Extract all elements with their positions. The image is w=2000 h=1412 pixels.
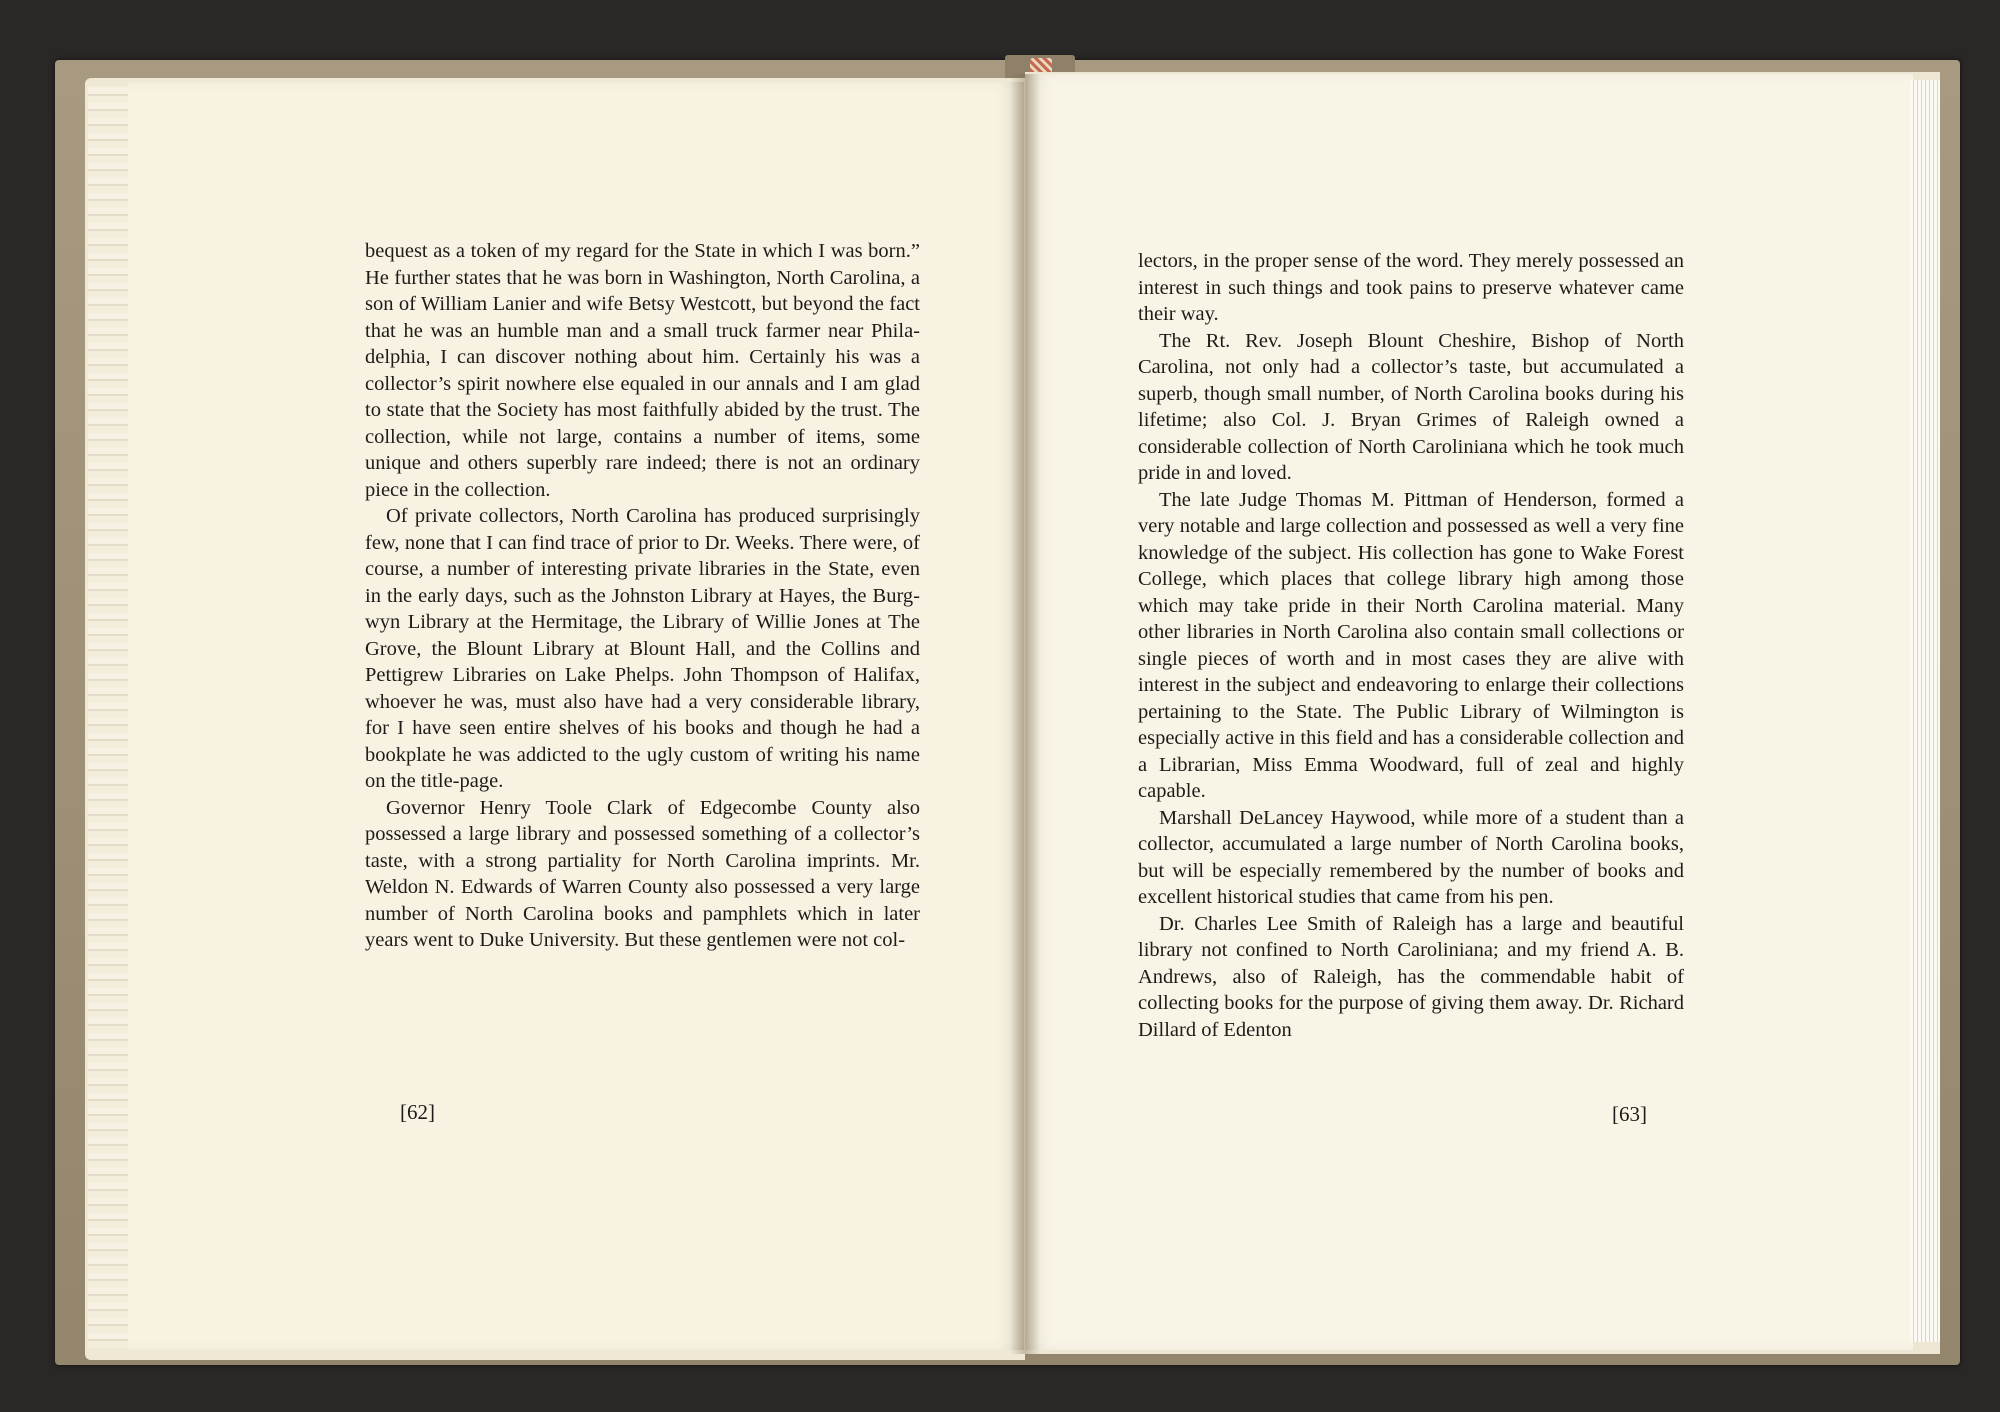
paragraph: The Rt. Rev. Joseph Blount Cheshire, Bishop of North Carolina, not only had a collector’s taste, but accumulated a superb, though small number, of North Carolina books during his lifetime; also Col. J. Bryan Grimes of Raleigh owned a considerable collection of North Caroliniana which he took much pride in and loved. <box>1138 329 1684 484</box>
page-number-right: [63] <box>1612 1102 1647 1126</box>
paragraph: Governor Henry Toole Clark of Edgecombe County also possessed a large library and possessed something of a collector’s taste, with a strong partiality for North Carolina imprints. Mr. Weldon N. Edwards of Warren County also possessed a very large number of North Carolina books and pamphlets which in later years went to Duke University. But these gentlemen were not col- <box>365 796 920 951</box>
paragraph: Dr. Charles Lee Smith of Raleigh has a large and beautiful library not confined to North Caroliniana; and my friend A. B. Andrews, also of Raleigh, has the commendable habit of collecting books for the purpose of giving them away. Dr. Richard Dillard of Edenton <box>1138 912 1684 1041</box>
left-page-text <box>365 238 920 954</box>
paragraph: Marshall DeLancey Haywood, while more of a student than a collector, accumulated a large number of North Carolina books, but will be especially remembered by the number of books and excellent historical studies that came from his pen. <box>1138 806 1684 908</box>
paragraph: The late Judge Thomas M. Pittman of Henderson, formed a very notable and large collection and possessed as well a very fine knowledge of the subject. His collection has gone to Wake Forest College, which places that college library high among those which may take pride in their North Carolina material. Many other libraries in North Carolina also contain small collections or single pieces of worth and in most cases they are alive with interest in the subject and endeavoring to enlarge their collections pertaining to the State. The Public Library of Wilmington is especially active in this field and has a considerable collection and a Librarian, Miss Emma Woodward, full of zeal and highly capable. <box>1138 488 1684 802</box>
paragraph: bequest as a token of my regard for the State in which I was born.” He further states that he was born in Washington, North Carolina, a son of William Lanier and wife Betsy Westcott, but beyond the fact that he was an humble man and a small truck farmer near Philadelphia, I can discover nothing about him. Certainly his was a collector’s spirit nowhere else equaled in our annals and I am glad to state that the Society has most faithfully abided by the trust. The collection, while not large, contains a number of items, some unique and others superbly rare indeed; there is not an ordinary piece in the collection. <box>365 240 920 501</box>
gutter-shadow <box>1010 74 1040 1354</box>
deckle-edge-left <box>88 86 133 1348</box>
right-page-text <box>1138 248 1684 1043</box>
paragraph: lectors, in the proper sense of the word. They merely possessed an interest in such things and took pains to preserve whatever came their way. <box>1138 250 1684 325</box>
page-number-left: [62] <box>400 1100 435 1124</box>
paragraph: Of private collectors, North Carolina has produced surprisingly few, none that I can find trace of prior to Dr. Weeks. There were, of course, a number of interesting private libraries in the State, even in the early days, such as the Johnston Library at Hayes, the Burgwyn Library at the Hermitage, the Library of Willie Jones at The Grove, the Blount Library at Blount Hall, and the Collins and Pettigrew Libraries on Lake Phelps. John Thompson of Halifax, whoever he was, must also have had a very considerable library, for I have seen entire shelves of his books and though he had a bookplate he was addicted to the ugly custom of writing his name on the title-page. <box>365 505 920 792</box>
deckle-edge-right <box>1910 80 1940 1342</box>
